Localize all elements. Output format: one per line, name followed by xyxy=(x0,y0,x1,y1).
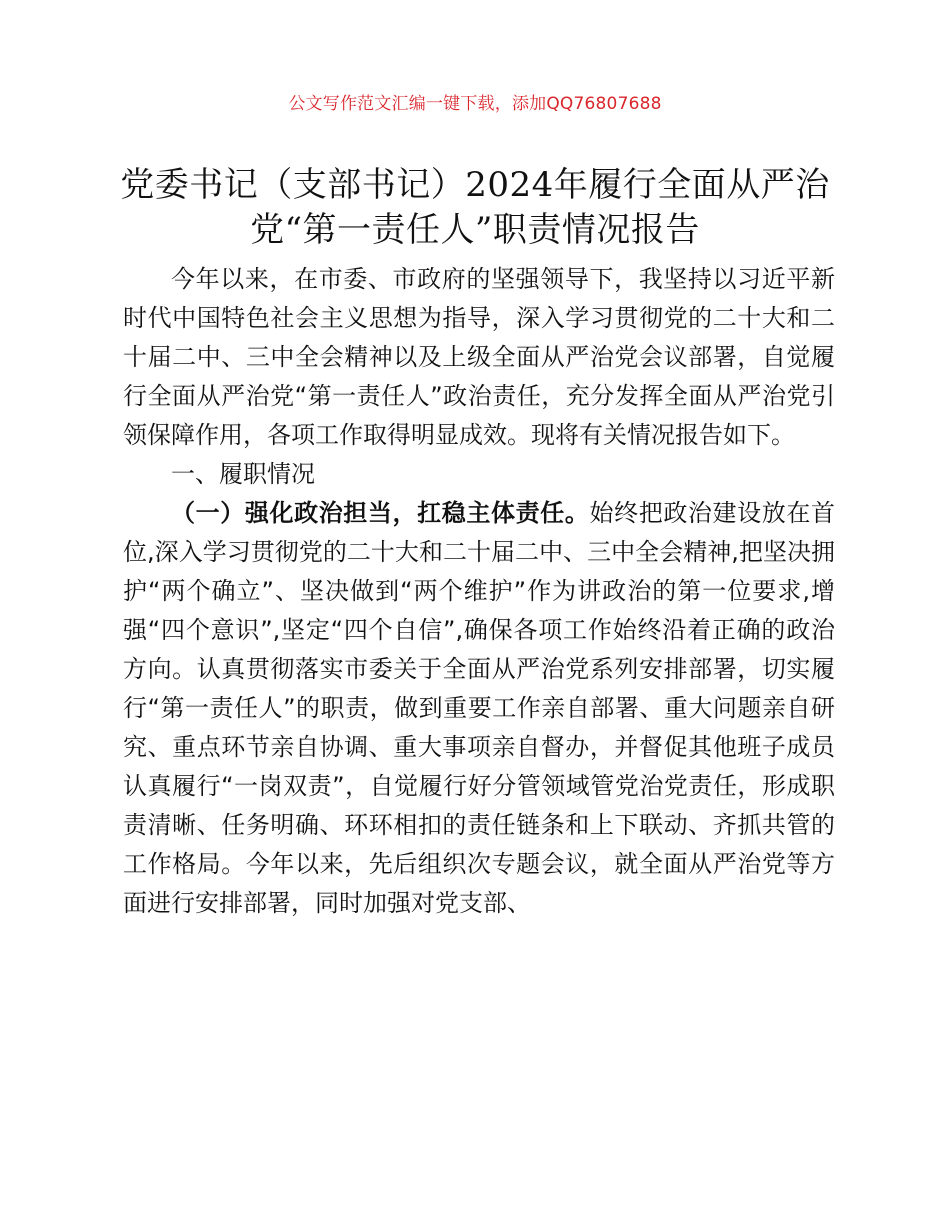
document-title xyxy=(60,163,890,253)
document-body xyxy=(123,260,835,923)
subsection-lead: （一）强化政治担当，扛稳主体责任。 xyxy=(171,499,590,527)
download-banner: 公文写作范文汇编一键下载，添加QQ76807688 xyxy=(288,94,662,114)
intro-paragraph: 今年以来，在市委、市政府的坚强领导下，我坚持以习近平新时代中国特色社会主义思想为指导，深入学习贯彻党的二十大和二十届二中、三中全会精神以及上级全面从严治党会议部署，自觉履行全面从严治党“第一责任人”政治责任，充分发挥全面从严治党引领保障作用，各项工作取得明显成效。现将有关情况报告如下。 xyxy=(123,265,835,449)
title-line-2: 党“第一责任人”职责情况报告 xyxy=(250,210,700,250)
title-line-1: 党委书记（支部书记）2024年履行全面从严治 xyxy=(120,165,830,205)
section-heading: 一、履职情况 xyxy=(171,460,315,488)
subsection-text: 始终把政治建设放在首位,深入学习贯彻党的二十大和二十届二中、三中全会精神,把坚决拥护“两个确立”、坚决做到“两个维护”作为讲政治的第一位要求,增强“四个意识”,坚定“四个自信”,确保各项工作始终沿着正确的政治方向。认真贯彻落实市委关于全面从严治党系列安排部署，切实履行“第一责任人”的职责，做到重要工作亲自部署、重大问题亲自研究、重点环节亲自协调、重大事项亲自督办，并督促其他班子成员认真履行“一岗双责”，自觉履行好分管领域管党治党责任，形成职责清晰、任务明确、环环相扣的责任链条和上下联动、齐抓共管的工作格局。今年以来，先后组织次专题会议，就全面从严治党等方面进行安排部署，同时加强对党支部、 xyxy=(123,499,836,917)
subsection-paragraph xyxy=(123,494,835,923)
